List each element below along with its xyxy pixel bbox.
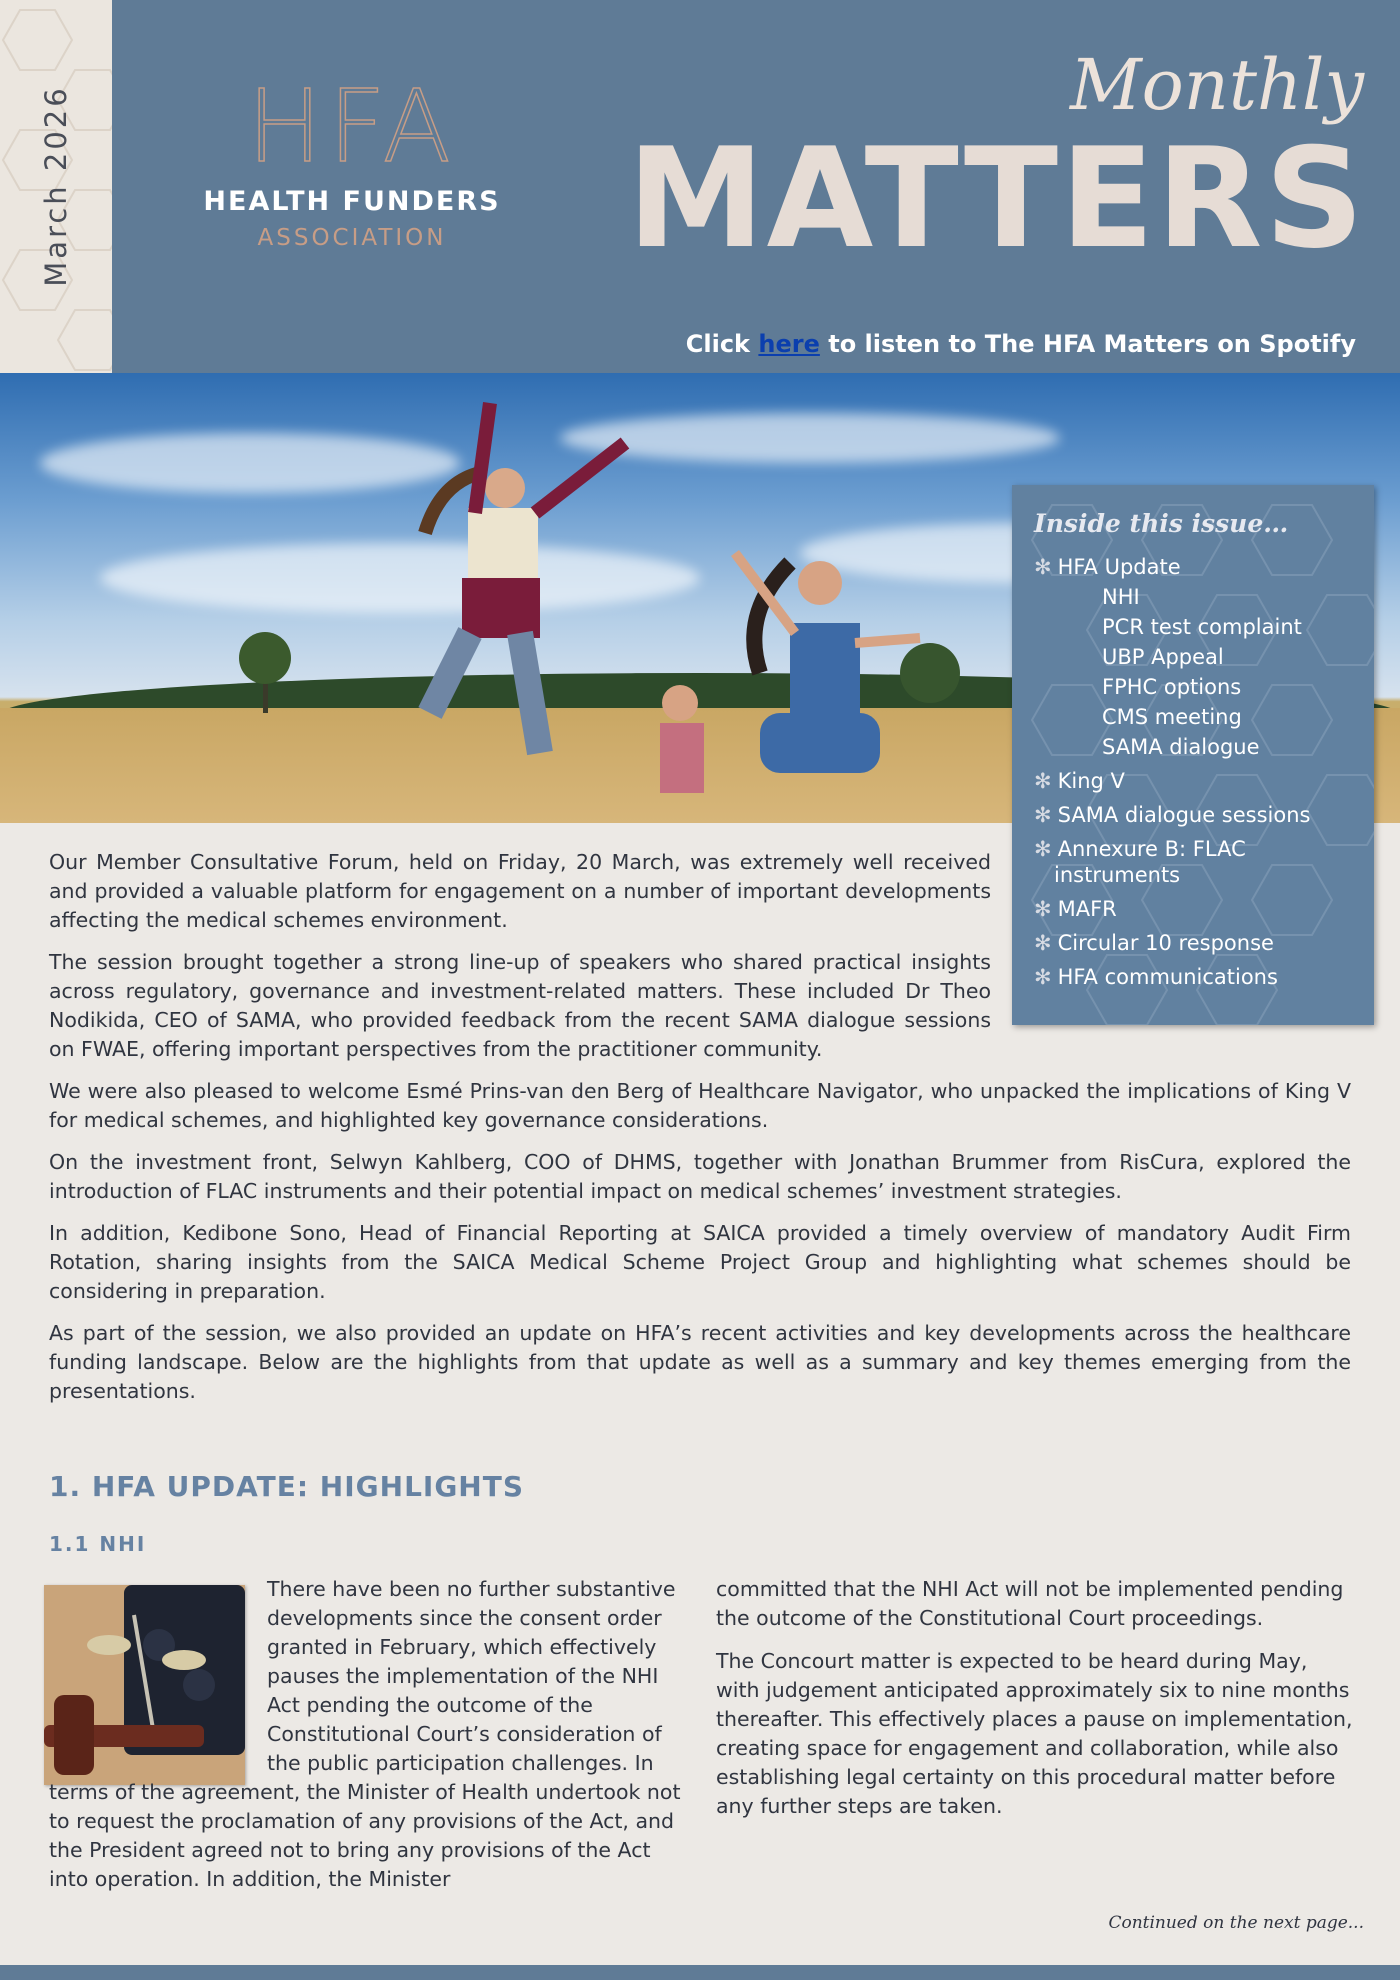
nhi-left-column [49, 1575, 685, 1894]
inside-title: Inside this issue… [1034, 509, 1289, 538]
intro-body [49, 848, 1351, 1419]
logo-line2: ASSOCIATION [257, 225, 447, 251]
intro-paragraph-4: On the investment front, Selwyn Kahlberg, COO of DHMS, together with Jonathan Brummer from RisCura, explored the introduction of FLAC instruments and their potential impact on medical schemes’ investment strategies. [49, 1150, 1351, 1203]
section-subheading: 1.1 NHI [49, 1532, 147, 1556]
inside-item[interactable]: ✻ HFA communications [1034, 965, 1278, 989]
masthead [112, 0, 1400, 373]
inside-item[interactable]: ✻ HFA Update [1034, 555, 1181, 579]
inside-subitem[interactable]: CMS meeting [1102, 705, 1242, 729]
nhi-right-paragraph-1: committed that the NHI Act will not be implemented pending the outcome of the Constitutional Court proceedings. [716, 1577, 1344, 1630]
nhi-right-column [716, 1575, 1356, 1835]
inside-item[interactable]: ✻ King V [1034, 769, 1125, 793]
continued-note: Continued on the next page... [1108, 1913, 1364, 1933]
inside-subitem[interactable]: NHI [1102, 585, 1140, 609]
issue-date: March 2026 [39, 85, 73, 287]
inside-item[interactable]: ✻ Annexure B: FLAC instruments [1034, 837, 1246, 887]
intro-paragraph-2: The session brought together a strong line-up of speakers who shared practical insights across regulatory, governance and investment-related matters. These included Dr Theo Nodikida, CEO of SAMA, who provided feedback from the recent SAMA dialogue sessions on FWAE, offering important perspectives from the practitioner community. [49, 950, 991, 1061]
spotify-link[interactable]: here [758, 330, 820, 358]
inside-subitem[interactable]: PCR test complaint [1102, 615, 1302, 639]
intro-paragraph-1: Our Member Consultative Forum, held on Friday, 20 March, was extremely well received and provided a valuable platform for engagement on a number of important developments affecting the medical schemes environment. [49, 850, 991, 932]
nhi-left-text: There have been no further substantive developments since the consent order granted in February, which effectively pauses the implementation of the NHI Act pending the outcome of the Constitutional Court’s consideration of the public participation challenges. In terms of the agreement, the Minister of Health undertook not to request the proclamation of any provisions of the Act, and the President agreed not to bring any provisions of the Act into operation. In addition, the Minister [49, 1577, 681, 1891]
inside-item[interactable]: ✻ Circular 10 response [1034, 931, 1274, 955]
inside-item[interactable]: ✻ MAFR [1034, 897, 1117, 921]
logo-mark: HFA [247, 68, 457, 185]
intro-paragraph-5: In addition, Kedibone Sono, Head of Financial Reporting at SAICA provided a timely overview of mandatory Audit Firm Rotation, sharing insights from the SAICA Medical Scheme Project Group and highlighting what schemes should be considering in preparation. [49, 1221, 1351, 1303]
spotify-suffix: to listen to The HFA Matters on Spotify [828, 330, 1356, 358]
inside-subitem[interactable]: UBP Appeal [1102, 645, 1224, 669]
logo-line1: HEALTH FUNDERS [203, 186, 501, 217]
title-monthly: Monthly [1069, 44, 1364, 126]
title-matters: MATTERS [627, 118, 1366, 279]
section-heading: 1. HFA UPDATE: HIGHLIGHTS [49, 1470, 525, 1503]
hfa-logo [192, 68, 512, 251]
spotify-link-line [686, 330, 1356, 358]
footer-bar [0, 1965, 1400, 1980]
date-strip [0, 0, 112, 373]
spotify-prefix: Click [685, 330, 751, 358]
inside-subitem[interactable]: SAMA dialogue [1102, 735, 1260, 759]
intro-paragraph-6: As part of the session, we also provided an update on HFA’s recent activities and key developments across the healthcare funding landscape. Below are the highlights from that update as well as a summary and key themes emerging from the presentations. [49, 1321, 1351, 1403]
intro-paragraph-3: We were also pleased to welcome Esmé Prins-van den Berg of Healthcare Navigator, who unpacked the implications of King V for medical schemes, and highlighted key governance considerations. [49, 1079, 1351, 1132]
nhi-right-paragraph-2: The Concourt matter is expected to be heard during May, with judgement anticipated approximately six to nine months thereafter. This effectively places a pause on implementation, creating space for engagement and collaboration, while also establishing legal certainty on this procedural matter before any further steps are taken. [716, 1649, 1353, 1818]
inside-item[interactable]: ✻ SAMA dialogue sessions [1034, 803, 1311, 827]
inside-subitem[interactable]: FPHC options [1102, 675, 1242, 699]
